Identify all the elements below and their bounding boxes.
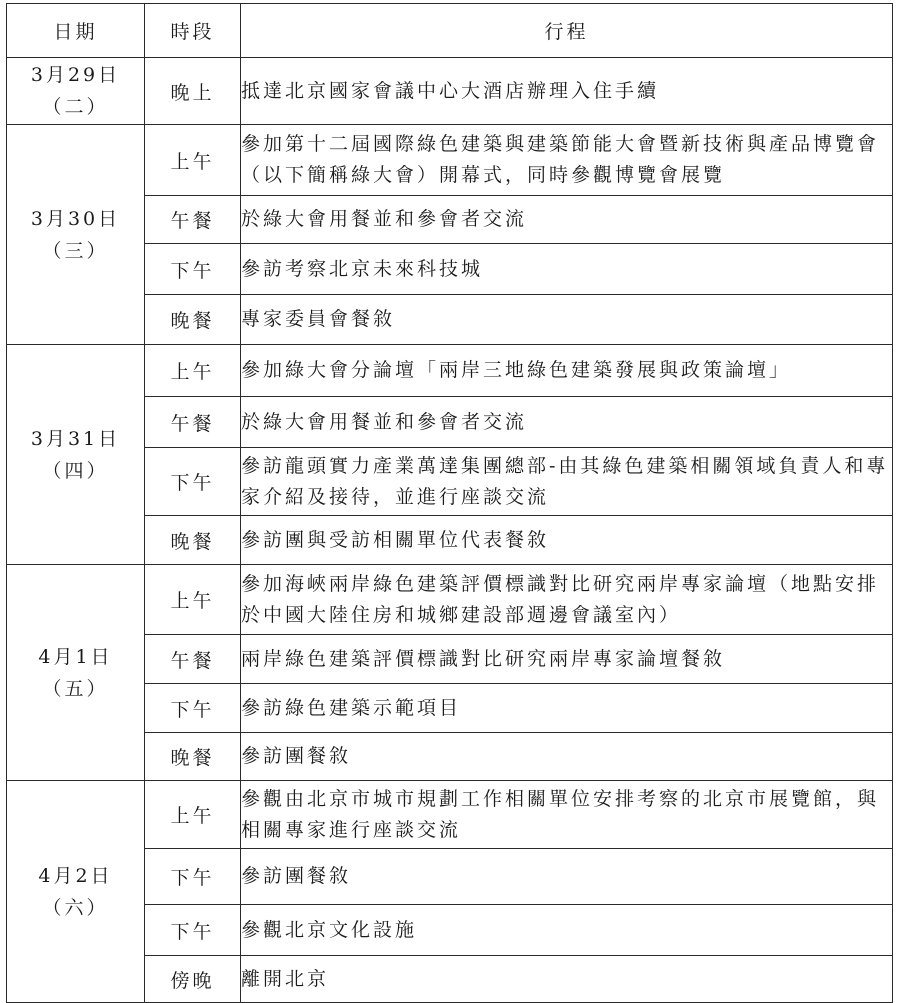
itinerary-table	[6, 3, 893, 1003]
period-cell: 上午	[145, 781, 241, 849]
activity-cell: 兩岸綠色建築評價標識對比研究兩岸專家論壇餐敘	[241, 635, 893, 684]
activity-cell: 於綠大會用餐並和參會者交流	[241, 397, 893, 448]
period-cell: 下午	[145, 905, 241, 956]
date-label: 4月2日	[38, 864, 113, 887]
activity-cell: 參加海峽兩岸綠色建築評價標識對比研究兩岸專家論壇（地點安排於中國大陸住房和城鄉建設部週邊會議室內）	[241, 565, 893, 635]
date-cell	[7, 58, 145, 125]
itinerary-body	[7, 58, 893, 1003]
period-cell: 上午	[145, 345, 241, 397]
period-cell: 下午	[145, 684, 241, 733]
date-cell	[7, 345, 145, 565]
period-cell: 午餐	[145, 397, 241, 448]
table-row	[7, 565, 893, 635]
period-cell: 上午	[145, 125, 241, 196]
header-itinerary: 行程	[241, 4, 893, 58]
activity-cell: 專家委員會餐敘	[241, 295, 893, 345]
date-cell	[7, 781, 145, 1003]
header-period: 時段	[145, 4, 241, 58]
period-cell: 下午	[145, 448, 241, 516]
period-cell: 下午	[145, 849, 241, 905]
activity-cell: 參觀北京文化設施	[241, 905, 893, 956]
header-row	[7, 4, 893, 58]
activity-cell: 參訪考察北京未來科技城	[241, 244, 893, 295]
date-label: 3月31日	[30, 427, 121, 450]
activity-cell: 參訪龍頭實力產業萬達集團總部-由其綠色建築相關領域負責人和專家介紹及接待，並進行座談交流	[241, 448, 893, 516]
period-cell: 午餐	[145, 196, 241, 244]
period-cell: 晚餐	[145, 733, 241, 781]
date-cell	[7, 125, 145, 345]
weekday-label: （三）	[42, 239, 109, 262]
activity-cell: 參訪團餐敘	[241, 733, 893, 781]
activity-cell: 參訪團餐敘	[241, 849, 893, 905]
period-cell: 晚上	[145, 58, 241, 125]
date-label: 3月30日	[30, 207, 121, 230]
period-cell: 午餐	[145, 635, 241, 684]
table-row	[7, 345, 893, 397]
activity-cell: 參加第十二屆國際綠色建築與建築節能大會暨新技術與產品博覽會（以下簡稱綠大會）開幕式，同時參觀博覽會展覽	[241, 125, 893, 196]
table-row	[7, 58, 893, 125]
period-cell: 下午	[145, 244, 241, 295]
date-cell	[7, 565, 145, 781]
weekday-label: （六）	[42, 896, 109, 919]
period-cell: 晚餐	[145, 295, 241, 345]
date-label: 3月29日	[30, 64, 121, 86]
activity-cell: 參加綠大會分論壇「兩岸三地綠色建築發展與政策論壇」	[241, 345, 893, 397]
header-date: 日期	[7, 4, 145, 58]
date-label: 4月1日	[38, 645, 113, 668]
period-cell: 傍晚	[145, 956, 241, 1003]
period-cell: 上午	[145, 565, 241, 635]
weekday-label: （五）	[42, 677, 109, 700]
weekday-label: （四）	[42, 459, 109, 482]
activity-cell: 於綠大會用餐並和參會者交流	[241, 196, 893, 244]
table-row	[7, 781, 893, 849]
activity-cell: 參觀由北京市城市規劃工作相關單位安排考察的北京市展覽館，與相關專家進行座談交流	[241, 781, 893, 849]
period-cell: 晚餐	[145, 516, 241, 565]
table-row	[7, 125, 893, 196]
activity-cell: 參訪團與受訪相關單位代表餐敘	[241, 516, 893, 565]
weekday-label: （二）	[42, 96, 109, 118]
activity-cell: 參訪綠色建築示範項目	[241, 684, 893, 733]
activity-cell: 抵達北京國家會議中心大酒店辦理入住手續	[241, 58, 893, 125]
activity-cell: 離開北京	[241, 956, 893, 1003]
